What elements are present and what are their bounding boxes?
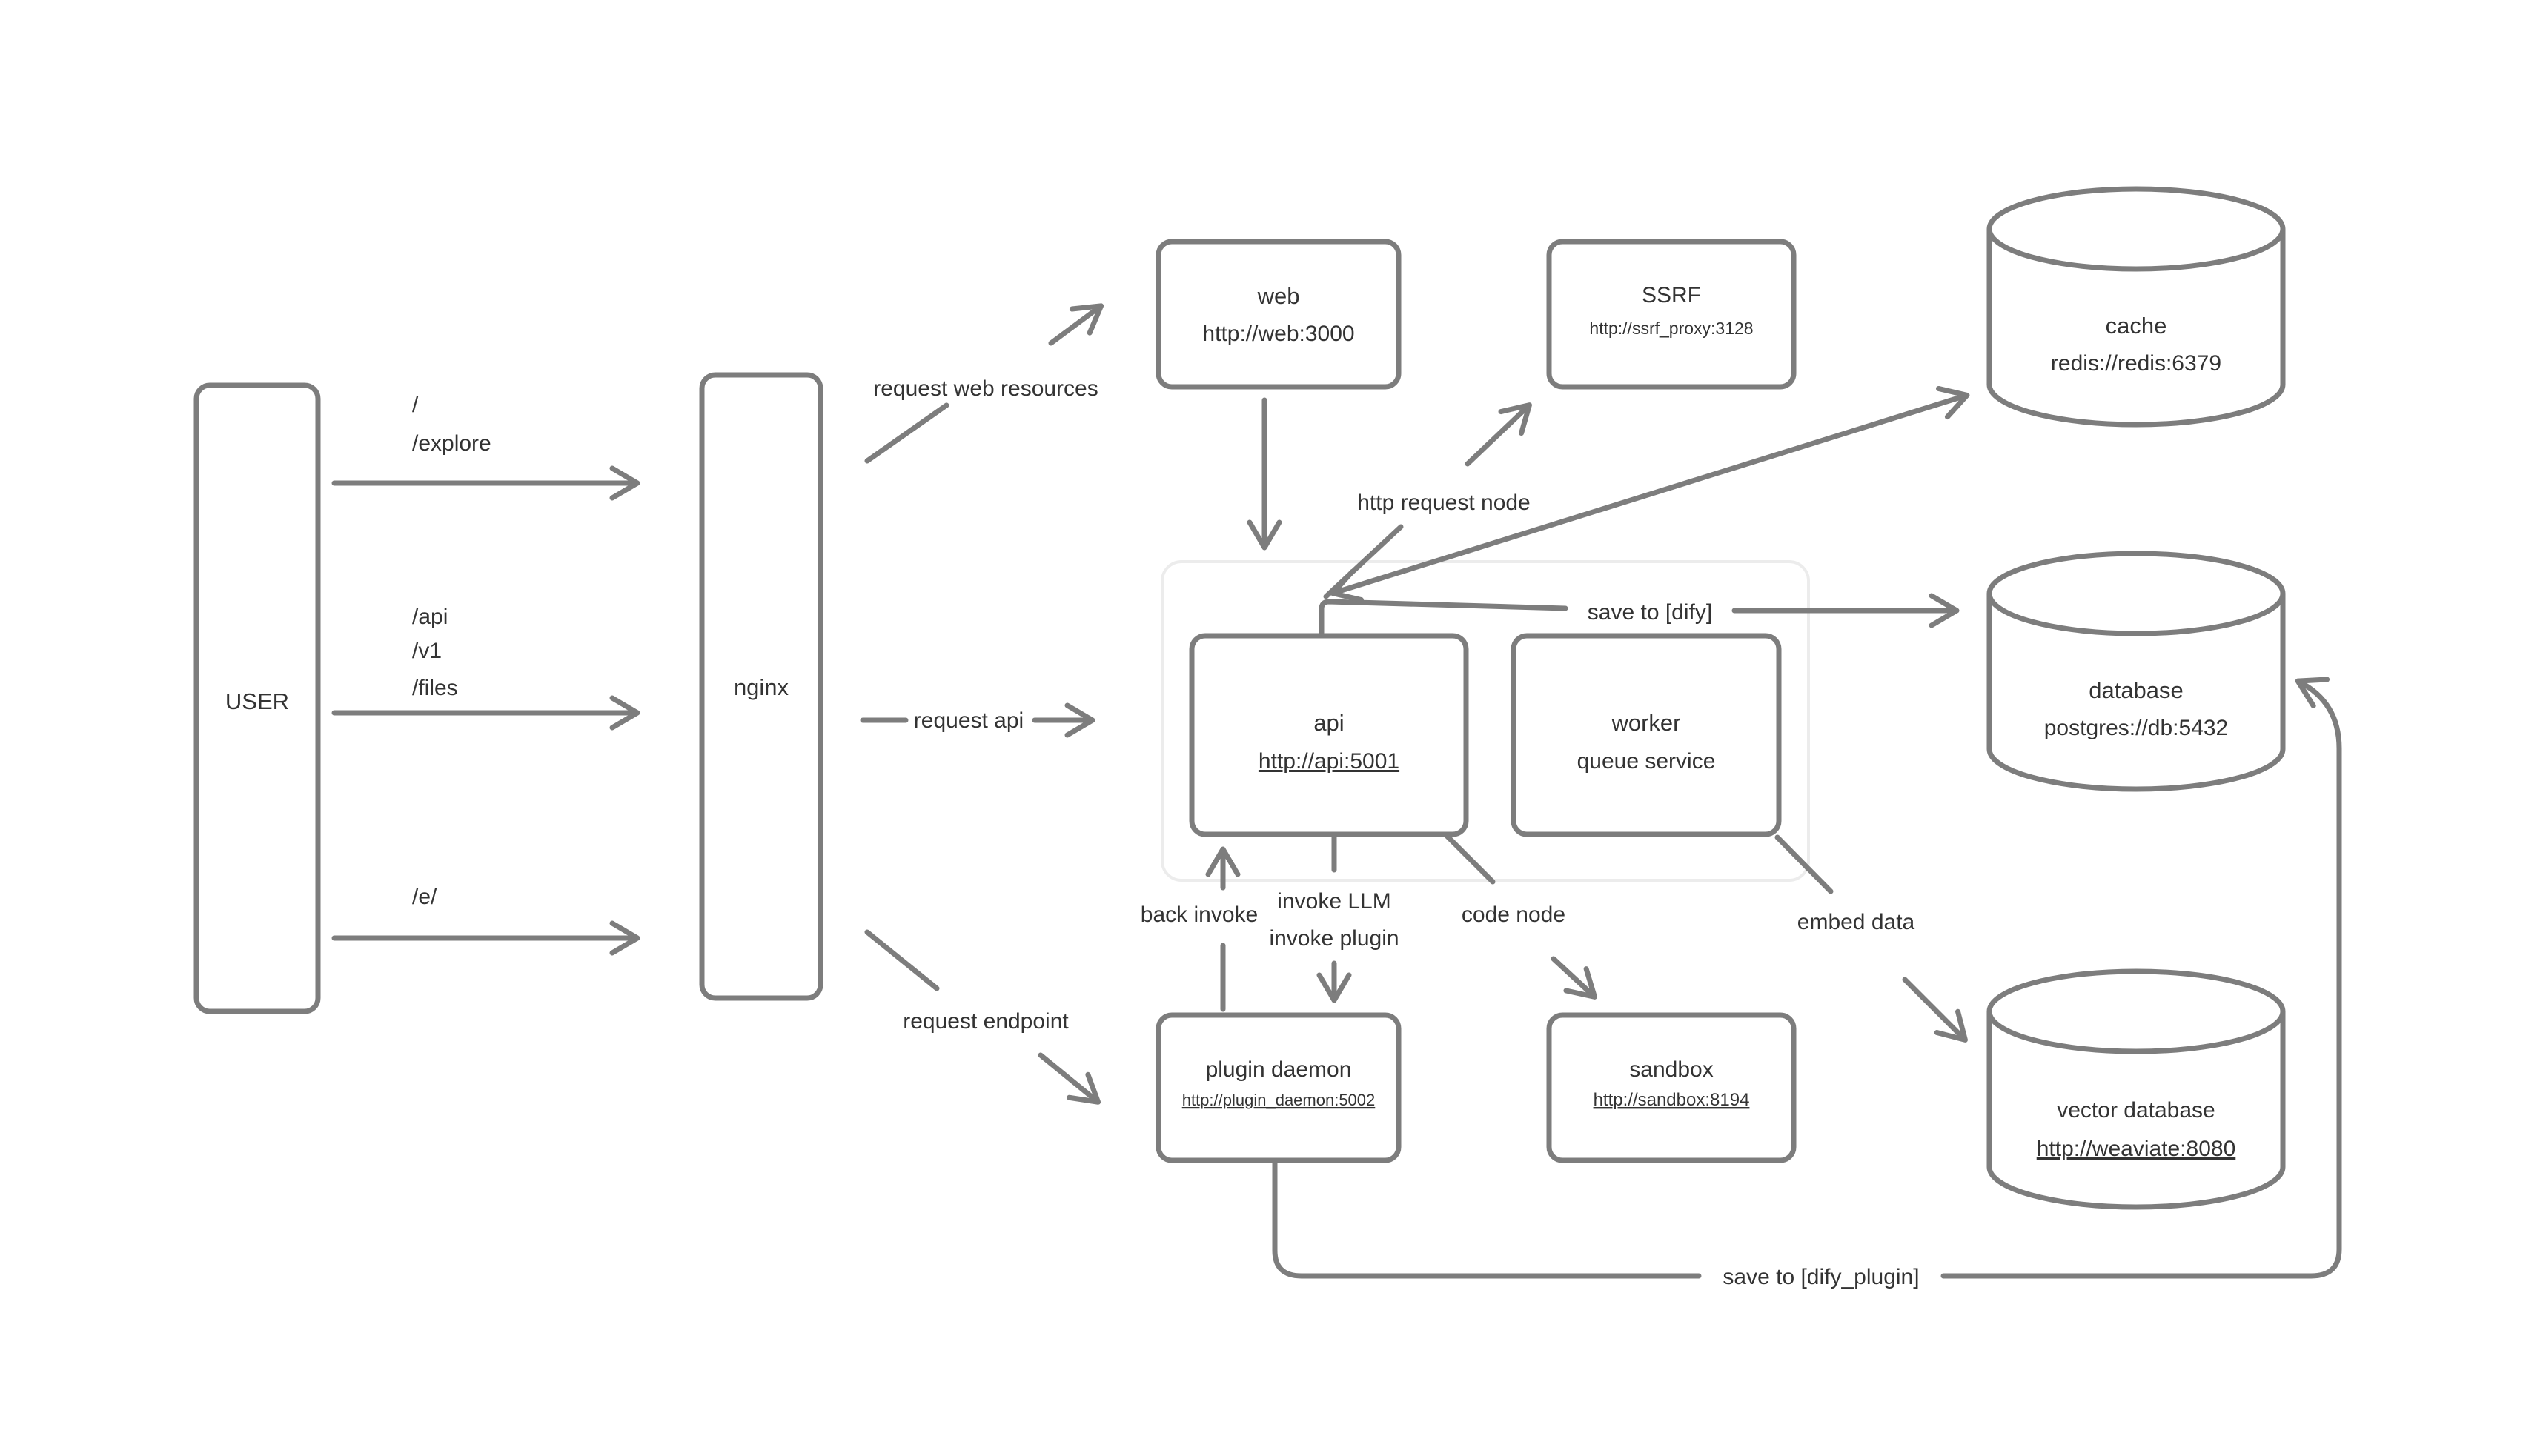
label-invoke-plugin: invoke plugin [1269,926,1399,951]
plugin-daemon-node-url: http://plugin_daemon:5002 [1181,1091,1376,1109]
node-api [1192,636,1466,834]
node-sandbox [1549,1015,1794,1160]
edge-nginx-web-segment-1 [867,405,946,461]
node-nginx [702,375,820,998]
label-save-to-dify: save to [dify] [1587,600,1713,625]
web-node-box [1158,242,1399,387]
worker-node-subtitle: queue service [1577,749,1716,774]
web-node-title: web [1257,283,1300,309]
plugin-daemon-node-box [1158,1015,1399,1160]
label-path-api: /api [412,605,448,629]
label-code-node: code node [1461,902,1566,927]
ssrf-node-title: SSRF [1641,283,1702,308]
label-back-invoke: back invoke [1140,902,1259,927]
api-node-url: http://api:5001 [1258,749,1400,774]
node-plugin-daemon [1158,1015,1399,1160]
edge-plugin-database-segment-1 [1275,1160,1699,1276]
plugin-daemon-node-title: plugin daemon [1205,1057,1352,1082]
ssrf-node-box [1549,242,1794,387]
node-worker [1514,636,1779,834]
label-path-v1: /v1 [412,639,442,663]
node-ssrf [1549,242,1794,387]
edge-worker-vector-segment-2 [1905,980,1964,1039]
cache-node-url: redis://redis:6379 [2050,351,2222,376]
edge-api-sandbox-segment-1 [1447,836,1493,882]
cache-cylinder-top [1989,189,2283,269]
sandbox-node-url: http://sandbox:8194 [1593,1090,1750,1110]
database-cylinder-top [1989,554,2283,634]
node-vector-database [1989,971,2283,1207]
vector-database-node-url: http://weaviate:8080 [2036,1137,2236,1161]
label-path-e: /e/ [412,885,437,909]
edge-nginx-web-segment-2 [1051,307,1100,343]
label-save-to-dify-plugin: save to [dify_plugin] [1723,1265,1920,1289]
api-node-title: api [1313,710,1345,736]
user-node-label: USER [225,688,290,714]
web-node-url: http://web:3000 [1202,322,1355,346]
label-request-web-resources: request web resources [873,376,1098,401]
label-embed-data: embed data [1797,910,1915,934]
database-node-url: postgres://db:5432 [2043,716,2229,740]
label-http-request-node: http request node [1357,491,1531,515]
ssrf-node-url: http://ssrf_proxy:3128 [1589,319,1754,338]
node-cache [1989,189,2283,425]
vector-database-cylinder-top [1989,971,2283,1051]
edge-nginx-plugin-segment-1 [867,932,937,988]
sandbox-node-title: sandbox [1629,1057,1714,1082]
database-node-title: database [2089,677,2184,703]
cache-node-title: cache [2105,313,2167,339]
sandbox-node-box [1549,1015,1794,1160]
worker-node-title: worker [1611,710,1681,736]
node-user [196,385,318,1011]
label-invoke-llm: invoke LLM [1277,889,1391,914]
vector-database-node-title: vector database [2057,1098,2215,1123]
edge-api-junction-stub [1322,602,1565,633]
label-path-root: / [412,393,419,417]
label-request-api: request api [913,708,1024,733]
label-path-explore: /explore [412,431,491,456]
node-database [1989,554,2283,789]
label-request-endpoint: request endpoint [903,1009,1069,1034]
node-web [1158,242,1399,387]
nginx-node-label: nginx [733,674,789,700]
edge-worker-vector-segment-1 [1777,837,1831,891]
edge-api-ssrf-segment-2 [1468,406,1528,464]
edge-nginx-plugin-segment-2 [1041,1055,1097,1101]
label-path-files: /files [412,676,458,700]
edge-api-sandbox-segment-2 [1554,959,1594,996]
